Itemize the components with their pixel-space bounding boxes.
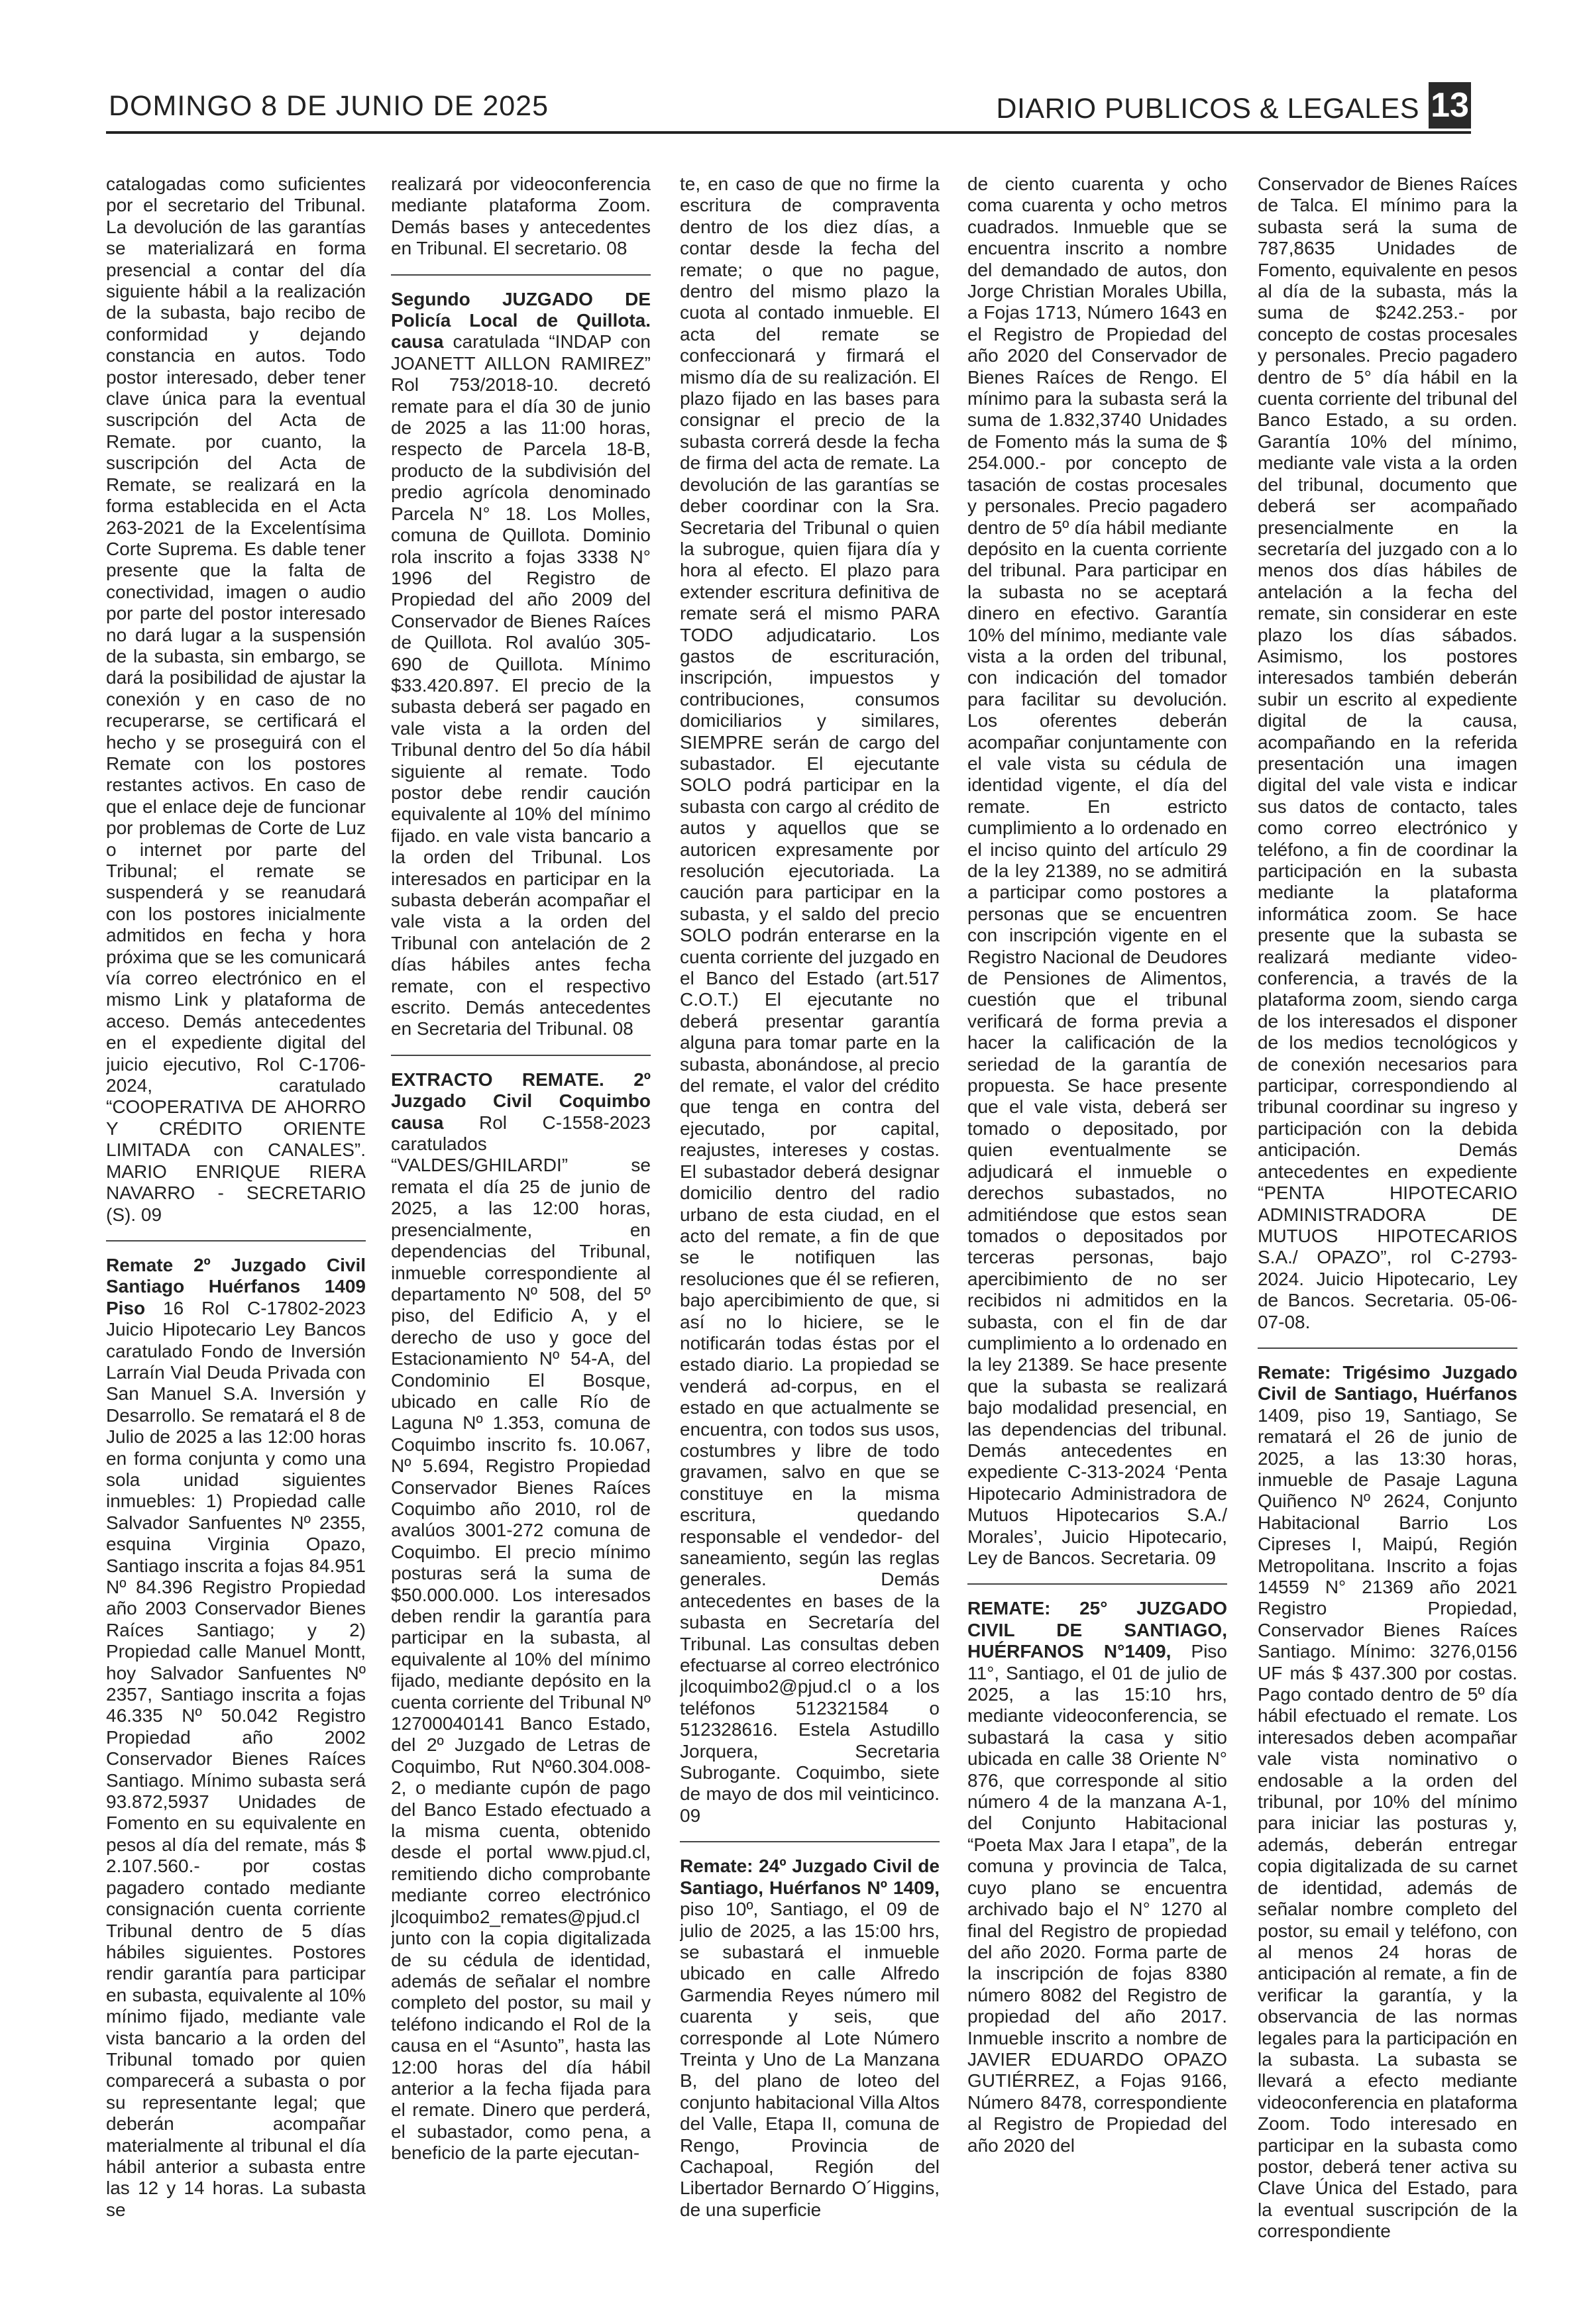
page-header bbox=[106, 78, 1471, 134]
notice-heading: REMATE: 25° JUZGADO CIVIL DE SANTIAGO, HUÉRFANOS N°1409, bbox=[967, 1598, 1227, 1662]
section-title: DIARIO PUBLICOS & LEGALES bbox=[996, 93, 1419, 125]
notice bbox=[106, 1255, 366, 2221]
notice-body: 1409, piso 19, Santiago, Se rematará el 26 de junio de 2025, a las 13:30 horas, inmueble de Pasaje Laguna Quiñenco Nº 2624, Conjunto Habitacional Barrio Los Cipreses I, Maipú, Región Metropolitana. Inscrito a fojas 14559 N° 21369 año 2021 Registro Propiedad, Conservador Bienes Raíces Santiago. Mínimo: 3276,0156 UF más $ 437.300 por costas. Pago contado dentro de 5º día hábil efectuado el remate. Los interesados deben acompañar vale vista nominativo o endosable a la orden del tribunal, por 10% del mínimo para iniciar las posturas y, además, deberán entregar copia digitalizada de su carnet de identidad, además de señalar nombre completo del postor, su email y teléfono, con al menos 24 horas de anticipación al remate, a fin de verificar la garantía, y la observancia de las normas legales para la participación en la subasta. La subasta se llevará a efecto mediante videoconferencia en plataforma Zoom. Todo interesado en participar en la subasta como postor, deberá tener activa su Clave Única del Estado, para la eventual suscripción de la correspondiente bbox=[1258, 1404, 1517, 2242]
column-4 bbox=[967, 174, 1227, 2294]
notice-continuation: Conservador de Bienes Raíces de Talca. El mínimo para la subasta será la suma de 787,8635 Unidades de Fomento, equivalente en pesos al día de la subasta, más la suma de $242.253.- por concepto de costas procesales y personales. Precio pagadero dentro de 5° día hábil en la cuenta corriente del tribunal del Banco Estado, a su orden. Garantía 10% del mínimo, mediante vale vista a la orden del tribunal, documento que deberá ser acompañado presencialmente en la secretaría del juzgado con a lo menos dos días hábiles de antelación a la fecha del remate, sin considerar en este plazo los días sábados. Asimismo, los postores interesados también deberán subir un escrito al expediente digital de la causa, acompañando en la referida presentación una imagen digital del vale vista e indicar sus datos de contacto, tales como correo electrónico y teléfono, a fin de coordinar la participación en la subasta mediante la plataforma informática zoom. Se hace presente que la subasta se realizará mediante video- conferencia, a través de la plataforma zoom, siendo carga de los interesados el disponer de los medios tecnológicos y de conexión necesarios para participar, correspondiendo al tribunal coordinar su ingreso y participación con la debida anticipación. Demás antecedentes en expediente “PENTA HIPOTECARIO ADMINISTRADORA DE MUTUOS HIPOTECARIOS S.A./ OPAZO”, rol C-2793- 2024. Juicio Hipotecario, Ley de Bancos. Secretaria. 05-06-07-08. bbox=[1258, 174, 1517, 1332]
notice-divider bbox=[1258, 1347, 1517, 1349]
notice-divider bbox=[391, 1055, 651, 1056]
notice-body: 16 Rol C-17802-2023 Juicio Hipotecario Ley Bancos caratulado Fondo de Inversión Larraín Vial Deuda Privada con San Manuel S.A. Inversión y Desarrollo. Se rematará el 8 de Julio de 2025 a las 12:00 horas en forma conjunta y como una sola unidad siguientes inmuebles: 1) Propiedad calle Salvador Sanfuentes Nº 2355, esquina Virginia Opazo, Santiago inscrita a fojas 84.951 Nº 84.396 Registro Propiedad año 2003 Conservador Bienes Raíces Santiago; y 2) Propiedad calle Manuel Montt, hoy Salvador Sanfuentes Nº 2357, Santiago inscrita a fojas 46.335 Nº 50.042 Registro Propiedad año 2002 Conservador Bienes Raíces Santiago. Mínimo subasta será 93.872,5937 Unidades de Fomento en su equivalente en pesos al día del remate, más $ 2.107.560.- por costas pagadero contado mediante consignación cuenta corriente Tribunal dentro de 5 días hábiles siguientes. Postores rendir garantía para participar en subasta, equivalente al 10% mínimo fijado, mediante vale vista bancario a la orden del Tribunal tomado por quien comparecerá a subasta o por su representante legal; que deberán acompañar materialmente al tribunal el día hábil anterior a subasta entre las 12 y 14 horas. La subasta se bbox=[106, 1297, 366, 2220]
column-3 bbox=[680, 174, 940, 2294]
column-1 bbox=[106, 174, 366, 2294]
notice-body: Rol C-1558-2023 caratulados “VALDES/GHILARDI” se remata el día 25 de junio de 2025, a las 12:00 horas, presencialmente, en dependencias del Tribunal, inmueble correspondiente al departamento Nº 508, del 5º piso, del Edificio A, y el derecho de uso y goce del Estacionamiento Nº 54-A, del Condominio El Bosque, ubicado en calle Río de Laguna Nº 1.353, comuna de Coquimbo inscrito fs. 10.067, Nº 5.694, Registro Propiedad Conservador Bienes Raíces Coquimbo año 2010, rol de avalúos 3001-272 comuna de Coquimbo. El precio mínimo posturas será la suma de $50.000.000. Los interesados deben rendir la garantía para participar en la subasta, al equivalente al 10% del mínimo fijado, mediante depósito en la cuenta corriente del Tribunal Nº 12700040141 Banco Estado, del 2º Juzgado de Letras de Coquimbo, Rut Nº60.304.008-2, o mediante cupón de pago del Banco Estado efectuado a la misma cuenta, obtenido desde el portal www.pjud.cl, remitiendo dicho comprobante mediante correo electrónico jlcoquimbo2_remates@pjud.cl junto con la copia digitalizada de su cédula de identidad, además de señalar el nombre completo del postor, su mail y teléfono indicando el Rol de la causa en el “Asunto”, hasta las 12:00 horas del día hábil anterior a la fecha fijada para el remate. Dinero que perderá, el subastador, como pena, a beneficio de la parte ejecutan- bbox=[391, 1112, 651, 2164]
notice-heading: Remate 2º Juzgado Civil Santiago Huérfanos 1409 Piso bbox=[106, 1254, 366, 1318]
notice-continuation: realizará por videoconferencia mediante plataforma Zoom. Demás bases y antecedentes en Tribunal. El secretario. 08 bbox=[391, 174, 651, 259]
legal-notices-columns bbox=[106, 174, 1517, 2294]
notice-divider bbox=[680, 1841, 940, 1842]
issue-date: DOMINGO 8 DE JUNIO DE 2025 bbox=[109, 90, 549, 122]
notice-heading: Remate: 24º Juzgado Civil de Santiago, Huérfanos Nº 1409, bbox=[680, 1856, 940, 1898]
notice-body: caratulada “INDAP con JOANETT AILLON RAMIREZ” Rol 753/2018-10. decretó remate para el día 30 de junio de 2025 a las 11:00 horas, respecto de Parcela 18-B, producto de la subdivisión del predio agrícola denominado Parcela N° 18. Los Molles, comuna de Quillota. Dominio rola inscrito a fojas 3338 N° 1996 del Registro de Propiedad del año 2009 del Conservador de Bienes Raíces de Quillota. Rol avalúo 305-690 de Quillota. Mínimo $33.420.897. El precio de la subasta deberá ser pagado en vale vista a la orden del Tribunal dentro del 5o día hábil siguiente al remate. Todo postor debe rendir caución equivalente al 10% del mínimo fijado. en vale vista bancario a la orden del Tribunal. Los interesados en participar en la subasta deberán acompañar el vale vista a la orden del Tribunal con antelación de 2 días hábiles antes fecha remate, con el respectivo escrito. Demás antecedentes en Secretaria del Tribunal. 08 bbox=[391, 331, 651, 1039]
notice-body: Piso 11°, Santiago, el 01 de julio de 2025, a las 15:10 hrs, mediante videoconferencia, se subastará la casa y sitio ubicada en calle 38 Oriente N° 876, que corresponde al sitio número 4 de la manzana A-1, del Conjunto Habitacional “Poeta Max Jara I etapa”, de la comuna y provincia de Talca, cuyo plano se encuentra archivado bajo el N° 1270 al final del Registro de propiedad del año 2020. Forma parte de la inscripción de fojas 8380 número 8082 del Registro de propiedad del año 2017. Inmueble inscrito a nombre de JAVIER EDUARDO OPAZO GUTIÉRREZ, a Fojas 9166, Número 8478, correspondiente al Registro de Propiedad del año 2020 del bbox=[967, 1641, 1227, 2156]
notice-heading: EXTRACTO REMATE. 2º Juzgado Civil Coquimbo causa bbox=[391, 1069, 651, 1133]
notice-continuation: de ciento cuarenta y ocho coma cuarenta y ocho metros cuadrados. Inmueble que se encuentra inscrito a nombre del demandado de autos, don Jorge Christian Morales Ubilla, a Fojas 1713, Número 1643 en el Registro de Propiedad del año 2020 del Conservador de Bienes Raíces de Rengo. El mínimo para la subasta será la suma de 1.832,3740 Unidades de Fomento más la suma de $ 254.000.- por concepto de tasación de costas procesales y personales. Precio pagadero dentro de 5º día hábil mediante depósito en la cuenta corriente del tribunal. Para participar en la subasta no se aceptará dinero en efectivo. Garantía 10% del mínimo, mediante vale vista a la orden del tribunal, con indicación del tomador para facilitar su devolución. Los oferentes deberán acompañar conjuntamente con el vale vista su cédula de identidad vigente, el día del remate. En estricto cumplimiento a lo ordenado en el inciso quinto del artículo 29 de la ley 21389, no se admitirá a participar como postores a personas que se encuentren con inscripción vigente en el Registro Nacional de Deudores de Pensiones de Alimentos, cuestión que el tribunal verificará de forma previa a hacer la calificación de la seriedad de la garantía de propuesta. Se hace presente que el vale vista, deberá ser tomado o depositado, por quien eventualmente se adjudicará el inmueble o derechos subastados, no admitiéndose que estos sean tomados o depositados por terceras personas, bajo apercibimiento de no ser recibidos ni admitidos en la subasta, con el fin de dar cumplimiento a lo ordenado en la ley 21389. Se hace presente que la subasta se realizará bajo modalidad presencial, en las dependencias del tribunal. Demás antecedentes en expediente C-313-2024 ‘Penta Hipotecario Administradora de Mutuos Hipotecarios S.A./ Morales’, Juicio Hipotecario, Ley de Bancos. Secretaria. 09 bbox=[967, 174, 1227, 1568]
column-2 bbox=[391, 174, 651, 2294]
notice-continuation: te, en caso de que no firme la escritura de compraventa dentro de los diez días, a contar desde la fecha del remate; o que no pague, dentro del mismo plazo la cuota al contado inmueble. El acta del remate se confeccionará y firmará el mismo día de su realización. El plazo fijado en las bases para consignar el precio de la subasta correrá desde la fecha de firma del acta de remate. La devolución de las garantías se deber coordinar con la Sra. Secretaria del Tribunal o quien la subrogue, quien fijara día y hora al efecto. El plazo para extender escritura definitiva de remate será el mismo PARA TODO adjudicatario. Los gastos de escrituración, inscripción, impuestos y contribuciones, consumos domiciliarios y similares, SIEMPRE serán de cargo del subastador. El ejecutante SOLO podrá participar en la subasta con cargo al crédito de autos y aquellos que se autoricen expresamente por resolución ejecutoriada. La caución para participar en la subasta, y el saldo del precio SOLO podrán enterarse en la cuenta corriente del juzgado en el Banco del Estado (art.517 C.O.T.) El ejecutante no deberá presentar garantía alguna para tomar parte en la subasta, abonándose, al precio del remate, el valor del crédito que tenga en contra del ejecutado, por capital, reajustes, intereses y costas. El subastador deberá designar domicilio dentro del radio urbano de esta ciudad, en el acto del remate, a fin de que se le notifiquen las resoluciones que él se refieren, bajo apercibimiento de que, si así no lo hiciere, se le notificarán todas éstas por el estado diario. La propiedad se venderá ad-corpus, en el estado en que actualmente se encuentra, con todos sus usos, costumbres y libre de todo gravamen, salvo en que se constituye en la misma escritura, quedando responsable el vendedor- del saneamiento, según las reglas generales. Demás antecedentes en bases de la subasta en Secretaría del Tribunal. Las consultas deben efectuarse al correo electrónico jlcoquimbo2@pjud.cl o a los teléfonos 512321584 o 512328616. Estela Astudillo Jorquera, Secretaria Subrogante. Coquimbo, siete de mayo de dos mil veinticinco. 09 bbox=[680, 174, 940, 1826]
notice bbox=[1258, 1362, 1517, 2243]
notice-body: piso 10º, Santiago, el 09 de julio de 2025, a las 15:00 hrs, se subastará el inmueble ubicado en calle Alfredo Garmendia Reyes número mil cuarenta y seis, que corresponde al Lote Número Treinta y Uno de La Manzana B, del plano de loteo del conjunto habitacional Villa Altos del Valle, Etapa II, comuna de Rengo, Provincia de Cachapoal, Región del Libertador Bernardo O´Higgins, de una superficie bbox=[680, 1899, 940, 2220]
notice bbox=[391, 1069, 651, 2164]
notice-continuation: catalogadas como suficientes por el secretario del Tribunal. La devolución de las garantías se materializará en forma presencial a contar del día siguiente hábil a la realización de la subasta, bajo recibo de conformidad y dejando constancia en autos. Todo postor interesado, deber tener clave única para la eventual suscripción del Acta de Remate. por cuanto, la suscripción del Acta de Remate, se realizará en la forma establecida en el Acta 263-2021 de la Excelentísima Corte Suprema. Es dable tener presente que la falta de conectividad, imagen o audio por parte del postor interesado no dará lugar a la suspensión de la subasta, sin embargo, se dará la posibilidad de ajustar la conexión y en caso de no recuperarse, se certificará el hecho y se proseguirá con el Remate con los postores restantes activos. En caso de que el enlace deje de funcionar por problemas de Corte de Luz o internet por parte del Tribunal; el remate se suspenderá y se reanudará con los postores inicialmente admitidos en fecha y hora próxima que se les comunicará vía correo electrónico en el mismo Link y plataforma de acceso. Demás antecedentes en el expediente digital del juicio ejecutivo, Rol C-1706-2024, caratulado “COOPERATIVA DE AHORRO Y CRÉDITO ORIENTE LIMITADA con CANALES”. MARIO ENRIQUE RIERA NAVARRO - SECRETARIO (S). 09 bbox=[106, 174, 366, 1225]
notice-heading: Remate: Trigésimo Juzgado Civil de Santiago, Huérfanos bbox=[1258, 1361, 1517, 1404]
notice bbox=[391, 289, 651, 1040]
notice-divider bbox=[967, 1583, 1227, 1585]
notice-divider bbox=[391, 274, 651, 276]
notice bbox=[680, 1856, 940, 2221]
page-number: 13 bbox=[1429, 82, 1471, 129]
column-5 bbox=[1258, 174, 1517, 2294]
notice-heading: Segundo JUZGADO DE Policía Local de Quillota. causa bbox=[391, 288, 651, 352]
notice bbox=[967, 1598, 1227, 2156]
notice-divider bbox=[106, 1240, 366, 1241]
